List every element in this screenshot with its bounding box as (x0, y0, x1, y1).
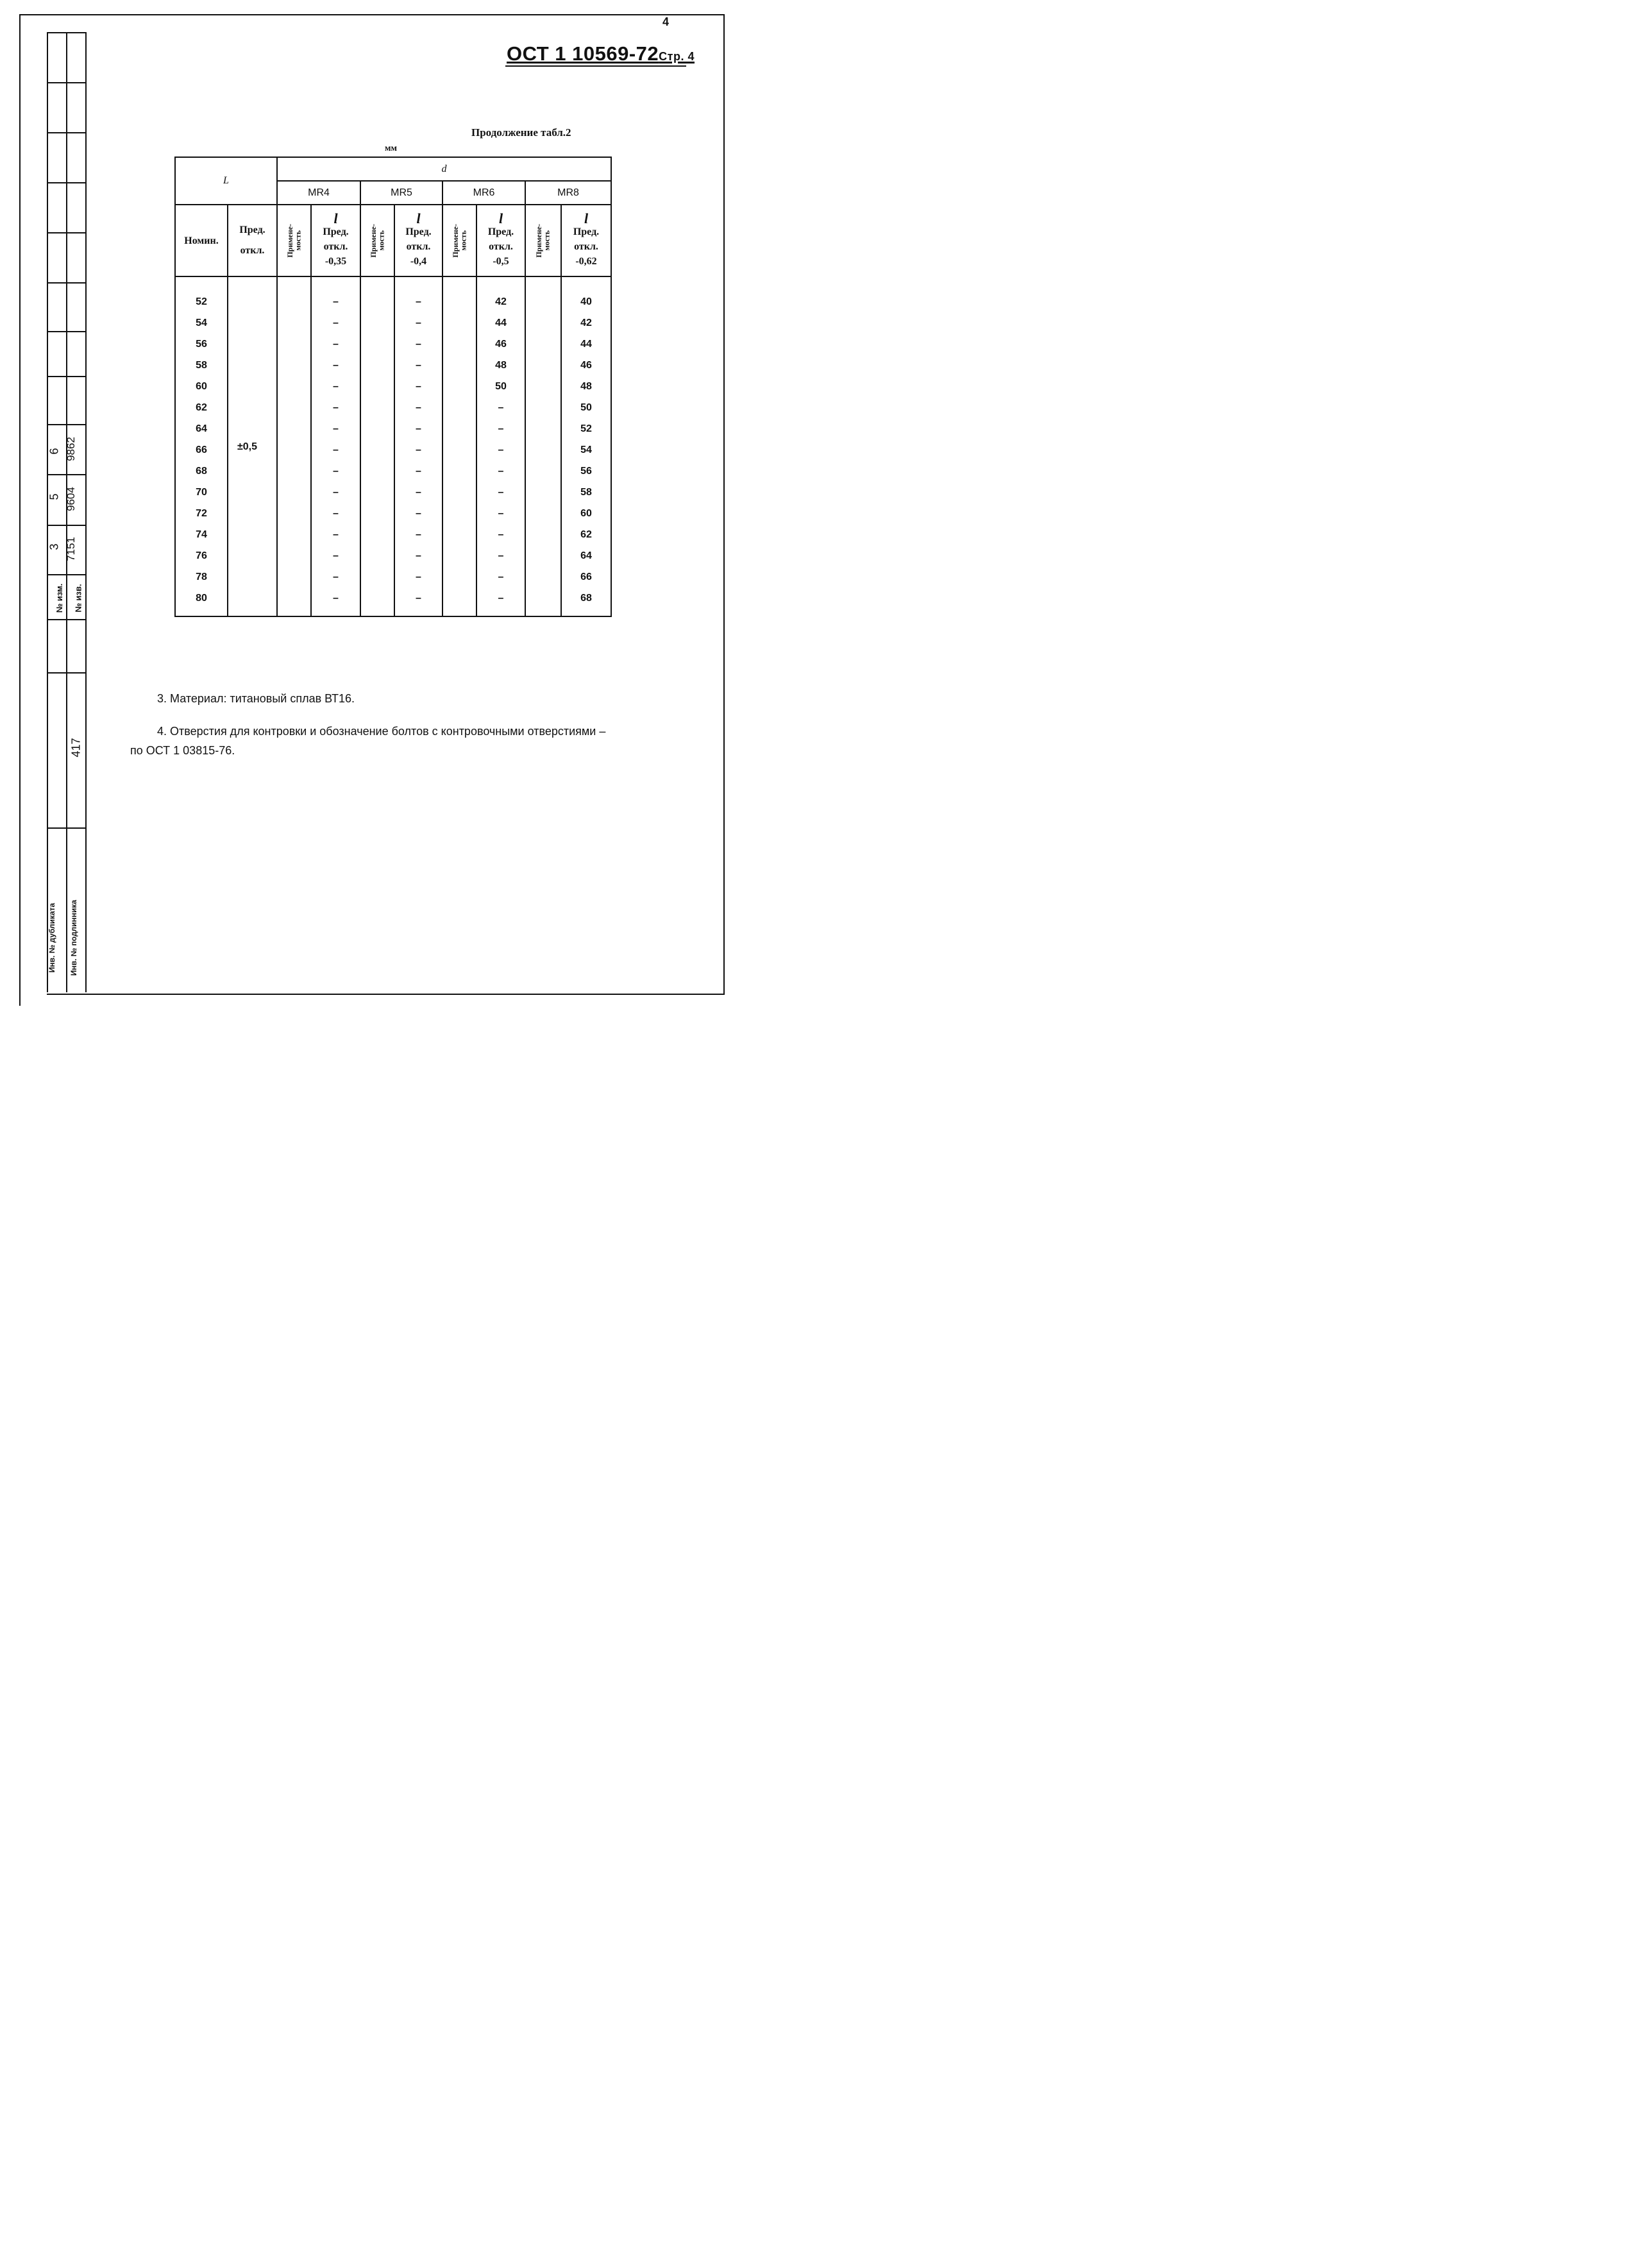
table-cell: – (333, 445, 339, 455)
applicability-text: Примене- мость (285, 223, 303, 258)
table-cell: – (498, 572, 504, 582)
table-cell: – (498, 550, 504, 561)
inv-duplicate-label: Инв. № дубликата (47, 903, 57, 973)
table-continuation-label: Продолжение табл.2 (471, 126, 571, 139)
table-cell: – (416, 339, 421, 350)
applicability-text: Примене- мость (450, 223, 468, 258)
l-pred: Пред. откл. (487, 226, 514, 252)
table-cell: 54 (580, 445, 592, 455)
tolerance-header-text: Пред. откл. (239, 225, 266, 256)
table-cell: – (333, 423, 339, 434)
l-pred: Пред. откл. (405, 226, 432, 252)
table-cell: 68 (580, 593, 592, 604)
header-L: L (175, 157, 277, 205)
table-cell: 42 (495, 296, 507, 307)
document-page-label: Стр. 4 (659, 50, 695, 63)
document-code (507, 42, 695, 65)
table-cell: – (498, 445, 504, 455)
table-cell: 52 (196, 296, 207, 307)
table-cell: 66 (580, 572, 592, 582)
l-letter: l (498, 210, 503, 226)
applicability-header-mr5 (360, 205, 394, 276)
table-cell: – (333, 296, 339, 307)
table-cell: 56 (196, 339, 207, 350)
table-cell: – (333, 508, 339, 519)
l-letter: l (584, 210, 589, 226)
page-number: 4 (662, 15, 670, 28)
table-cell: – (416, 445, 421, 455)
table-cell: – (333, 360, 339, 371)
table-unit: мм (385, 144, 398, 153)
applicability-header-mr4 (277, 205, 311, 276)
table-cell: – (498, 593, 504, 604)
applicability-text: Примене- мость (534, 223, 552, 258)
table-cell: 40 (580, 296, 592, 307)
table-cell: 70 (196, 487, 207, 498)
table-cell: – (333, 339, 339, 350)
l-column-mr4 (311, 276, 360, 616)
applicability-column-mr8 (525, 276, 561, 616)
table-cell: 54 (196, 318, 207, 328)
table-cell: – (333, 550, 339, 561)
l-header-mr6 (476, 205, 525, 276)
margin-strip (47, 32, 87, 992)
group-mr8: MR8 (525, 181, 611, 205)
izm-number-1: 3 (47, 543, 61, 550)
table-cell: 64 (196, 423, 207, 434)
inv-value: 417 (69, 738, 83, 758)
l-column-mr5 (394, 276, 442, 616)
table-cell: – (498, 466, 504, 477)
izm-number-3: 6 (47, 448, 61, 455)
table-cell: 60 (580, 508, 592, 519)
table-cell: – (333, 529, 339, 540)
l-pred: Пред. откл. (573, 226, 600, 252)
l-column-mr6 (476, 276, 525, 616)
table-cell: – (416, 550, 421, 561)
frame-left-line (19, 14, 21, 1006)
table-cell: 46 (495, 339, 507, 350)
l-header-mr5 (394, 205, 442, 276)
document-code-text: ОСТ 1 10569-72 (507, 42, 659, 65)
l-column-mr8 (561, 276, 611, 616)
table-cell: – (333, 402, 339, 413)
table-cell: – (416, 360, 421, 371)
table-cell: – (498, 423, 504, 434)
table-cell: 80 (196, 593, 207, 604)
table-cell: – (416, 593, 421, 604)
izv-number-1: 7151 (64, 537, 77, 561)
l-letter: l (333, 210, 338, 226)
header-d: d (277, 157, 611, 181)
table-cell: – (333, 466, 339, 477)
table-cell: 48 (580, 381, 592, 392)
izm-number-2: 5 (47, 493, 61, 500)
applicability-text: Примене- мость (368, 223, 386, 258)
table-cell: – (416, 296, 421, 307)
izv-label: № изв. (73, 584, 83, 613)
table-cell: 58 (580, 487, 592, 498)
table-cell: 68 (196, 466, 207, 477)
table-cell: – (416, 487, 421, 498)
table-cell: 44 (495, 318, 507, 328)
table-cell: – (416, 423, 421, 434)
izm-label: № изм. (55, 583, 65, 613)
table-cell: 74 (196, 529, 207, 540)
table-cell: 58 (196, 360, 207, 371)
table-cell: – (416, 508, 421, 519)
tolerance-value: ±0,5 (237, 441, 258, 452)
table-cell: – (416, 381, 421, 392)
table-cell: – (333, 381, 339, 392)
table-cell: – (333, 572, 339, 582)
table-cell: 78 (196, 572, 207, 582)
note-3: 3. Материал: титановый сплав ВТ16. (157, 692, 355, 705)
applicability-column-mr6 (442, 276, 476, 616)
applicability-column-mr5 (360, 276, 394, 616)
group-mr4: MR4 (277, 181, 360, 205)
inv-original-label: Инв. № подлинника (69, 899, 79, 976)
table-cell: 50 (495, 381, 507, 392)
table-cell: – (498, 529, 504, 540)
table-cell: 76 (196, 550, 207, 561)
note-4-line1: 4. Отверстия для контровки и обозначение болтов с контровочными отверстиями – (157, 725, 606, 738)
table-cell: 62 (580, 529, 592, 540)
table-cell: 64 (580, 550, 592, 561)
table-cell: – (416, 402, 421, 413)
table-cell: – (333, 318, 339, 328)
applicability-header-mr6 (442, 205, 476, 276)
table-cell: – (333, 593, 339, 604)
l-pred: Пред. откл. (323, 226, 349, 252)
nominal-column (175, 276, 228, 616)
table-cell: – (333, 487, 339, 498)
l-tol-mr8: -0,62 (575, 255, 597, 267)
table-cell: – (416, 572, 421, 582)
l-tol-mr4: -0,35 (324, 255, 347, 267)
table-cell: 62 (196, 402, 207, 413)
table-cell: – (416, 318, 421, 328)
l-tol-mr5: -0,4 (410, 255, 427, 267)
table-cell: – (498, 402, 504, 413)
applicability-column-mr4 (277, 276, 311, 616)
table-cell: – (498, 487, 504, 498)
table-cell: 42 (580, 318, 592, 328)
l-header-mr8 (561, 205, 611, 276)
group-mr6: MR6 (442, 181, 525, 205)
table-cell: 44 (580, 339, 592, 350)
table-cell: 66 (196, 445, 207, 455)
group-mr5: MR5 (360, 181, 442, 205)
table-cell: – (416, 466, 421, 477)
table-cell: 46 (580, 360, 592, 371)
table-cell: 60 (196, 381, 207, 392)
document-code-underline (505, 65, 686, 67)
nominal-header: Номин. (175, 205, 228, 276)
l-header-mr4 (311, 205, 360, 276)
l-tol-mr6: -0,5 (493, 255, 509, 267)
applicability-header-mr8 (525, 205, 561, 276)
izv-number-3: 9862 (64, 437, 77, 461)
table-cell: 56 (580, 466, 592, 477)
izv-number-2: 9604 (64, 487, 77, 511)
table-cell: 72 (196, 508, 207, 519)
bolt-length-table (174, 157, 612, 617)
note-4-line2: по ОСТ 1 03815-76. (130, 744, 235, 757)
l-letter: l (416, 210, 421, 226)
table-cell: – (416, 529, 421, 540)
tolerance-header (228, 205, 277, 276)
table-cell: – (498, 508, 504, 519)
table-cell: 50 (580, 402, 592, 413)
table-cell: 52 (580, 423, 592, 434)
tolerance-column (228, 276, 277, 616)
table-cell: 48 (495, 360, 507, 371)
